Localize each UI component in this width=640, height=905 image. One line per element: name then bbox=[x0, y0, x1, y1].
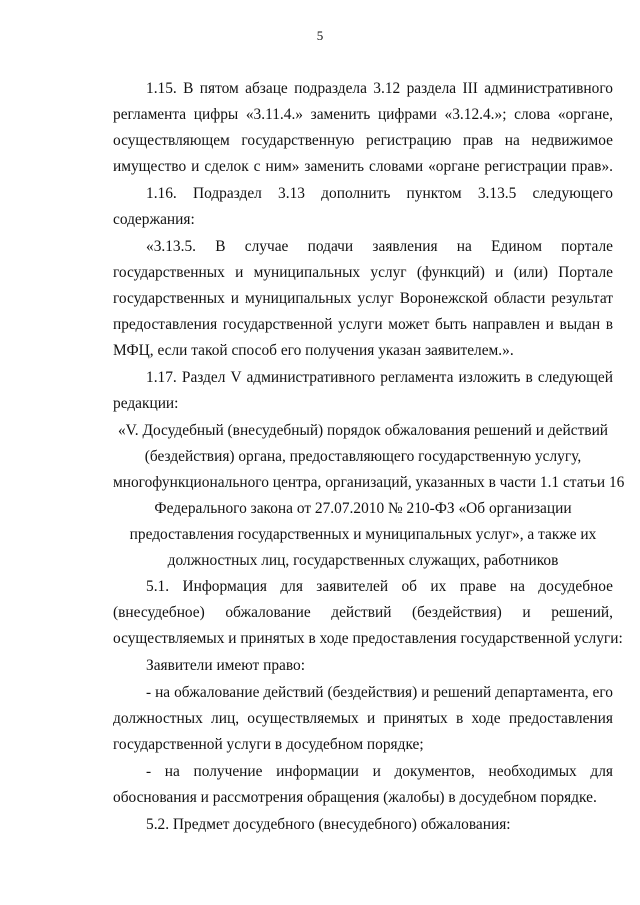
text-line: должностных лиц, осуществляемых и принятых в ходе предоставления bbox=[113, 710, 613, 727]
text-line: 5.1. Информация для заявителей об их праве на досудебное bbox=[146, 578, 613, 595]
text-line: Заявители имеют право: bbox=[146, 657, 306, 674]
section-heading-line: «V. Досудебный (внесудебный) порядок обжалования решений и действий bbox=[117, 422, 609, 439]
text-line: государственных и муниципальных услуг (функций) и (или) Портале bbox=[113, 264, 613, 281]
text-line: (внесудебное) обжалование действий (бездействия) и решений, bbox=[113, 604, 613, 621]
text-line: государственной услуги в досудебном порядке; bbox=[113, 736, 424, 753]
text-line: 1.16. Подраздел 3.13 дополнить пунктом 3.13.5 следующего bbox=[146, 185, 613, 202]
text-line: - на получение информации и документов, необходимых для bbox=[146, 763, 613, 780]
text-line: предоставления государственной услуги может быть направлен и выдан в bbox=[113, 316, 613, 333]
text-line: 5.2. Предмет досудебного (внесудебного) обжалования: bbox=[146, 816, 511, 833]
text-line: 1.15. В пятом абзаце подраздела 3.12 раздела III административного bbox=[146, 80, 613, 97]
section-heading-line: Федерального закона от 27.07.2010 № 210-ФЗ «Об организации bbox=[154, 500, 572, 517]
section-heading-line: должностных лиц, государственных служащих, работников bbox=[167, 552, 559, 569]
text-line: 1.17. Раздел V административного регламента изложить в следующей bbox=[146, 369, 613, 386]
section-heading-line: многофункционального центра, организаций, указанных в части 1.1 статьи 16 bbox=[113, 474, 625, 491]
text-line: осуществляющем государственную регистрацию прав на недвижимое bbox=[113, 132, 613, 149]
text-line: содержания: bbox=[113, 211, 195, 228]
text-line: «3.13.5. В случае подачи заявления на Едином портале bbox=[146, 238, 613, 255]
text-line: редакции: bbox=[113, 395, 179, 412]
text-line: осуществляемых и принятых в ходе предоставления государственной услуги: bbox=[113, 630, 623, 647]
text-line: имущество и сделок с ним» заменить словами «органе регистрации прав». bbox=[113, 158, 613, 175]
text-line: регламента цифры «3.11.4.» заменить цифрами «3.12.4.»; слова «органе, bbox=[113, 106, 613, 123]
text-line: МФЦ, если такой способ его получения указан заявителем.». bbox=[113, 342, 514, 359]
text-line: обоснования и рассмотрения обращения (жалобы) в досудебном порядке. bbox=[113, 789, 597, 806]
page-number: 5 bbox=[316, 28, 324, 43]
section-heading-line: (бездействия) органа, предоставляющего государственную услугу, bbox=[144, 448, 582, 465]
text-line: - на обжалование действий (бездействия) и решений департамента, его bbox=[146, 684, 613, 701]
text-line: государственных и муниципальных услуг Воронежской области результат bbox=[113, 290, 613, 307]
section-heading-line: предоставления государственных и муниципальных услуг», а также их bbox=[129, 526, 597, 543]
